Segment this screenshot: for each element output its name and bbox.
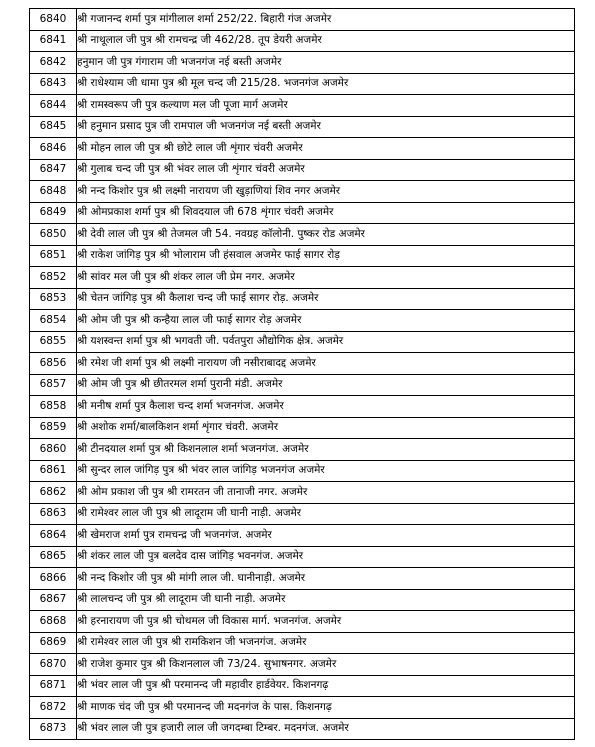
entry-text: श्री सुन्दर लाल जांगिड़ पुत्र श्री भंवर लाल जांगिड़ भजनगंज अजमेर — [77, 460, 575, 482]
table-row — [30, 697, 575, 719]
entry-text: श्री सांवर मल जी पुत्र श्री शंकर लाल जी प्रेम नगर. अजमेर — [77, 267, 575, 289]
table-row — [30, 589, 575, 611]
entry-text: श्री राजेश कुमार पुत्र श्री किशनलाल जी 73/24. सुभाषनगर. अजमेर — [77, 654, 575, 676]
entry-text: श्री मनीष शर्मा पुत्र कैलाश चन्द शर्मा भजनगंज. अजमेर — [77, 396, 575, 418]
table-row — [30, 52, 575, 74]
serial-number: 6870 — [30, 654, 77, 676]
table-row — [30, 116, 575, 138]
table-row — [30, 267, 575, 289]
table-row — [30, 460, 575, 482]
table-row — [30, 331, 575, 353]
serial-number: 6842 — [30, 52, 77, 74]
serial-number: 6845 — [30, 116, 77, 138]
serial-number: 6867 — [30, 589, 77, 611]
entry-text: श्री नाथूलाल जी पुत्र श्री रामचन्द्र जी 462/28. तूप डेयरी अजमेर — [77, 30, 575, 52]
table-row — [30, 568, 575, 590]
table-row — [30, 95, 575, 117]
entries-table — [29, 8, 575, 740]
table-row — [30, 439, 575, 461]
entry-text: श्री रामेश्वर लाल जी पुत्र श्री रामकिशन जी भजनगंज. अजमेर — [77, 632, 575, 654]
table-row — [30, 224, 575, 246]
table-row — [30, 73, 575, 95]
table-row — [30, 288, 575, 310]
entry-text: श्री खेमराज शर्मा पुत्र रामचन्द्र जी भजनगंज. अजमेर — [77, 525, 575, 547]
serial-number: 6853 — [30, 288, 77, 310]
entry-text: श्री नन्द किशोर जी पुत्र श्री मांगी लाल जी. घानीनाड़ी. अजमेर — [77, 568, 575, 590]
entry-text: श्री राकेश जांगिड़ पुत्र श्री भोलाराम जी हंसवाल अजमेर फाई सागर रोड़ — [77, 245, 575, 267]
serial-number: 6841 — [30, 30, 77, 52]
serial-number: 6868 — [30, 611, 77, 633]
table-row — [30, 310, 575, 332]
serial-number: 6859 — [30, 417, 77, 439]
entries-body — [30, 9, 575, 740]
serial-number: 6846 — [30, 138, 77, 160]
table-row — [30, 632, 575, 654]
serial-number: 6840 — [30, 9, 77, 31]
serial-number: 6866 — [30, 568, 77, 590]
serial-number: 6843 — [30, 73, 77, 95]
entry-text: श्री लालचन्द जी पुत्र श्री लादूराम जी घानी नाड़ी. अजमेर — [77, 589, 575, 611]
entry-text: श्री रामस्वरूप जी पुत्र कल्याण मल जी पूजा मार्ग अजमेर — [77, 95, 575, 117]
table-row — [30, 654, 575, 676]
serial-number: 6856 — [30, 353, 77, 375]
entry-text: श्री टीनदयाल शर्मा पुत्र श्री किशनलाल शर्मा भजनगंज. अजमेर — [77, 439, 575, 461]
table-row — [30, 159, 575, 181]
table-row — [30, 9, 575, 31]
serial-number: 6871 — [30, 675, 77, 697]
serial-number: 6847 — [30, 159, 77, 181]
entry-text: श्री देवी लाल जी पुत्र श्री तेजमल जी 54. नवग्रह कॉलोनी. पुष्कर रोड अजमेर — [77, 224, 575, 246]
entry-text: श्री चेतन जांगिड़ पुत्र श्री कैलाश चन्द जी फाई सागर रोड़. अजमेर — [77, 288, 575, 310]
table-row — [30, 503, 575, 525]
table-row — [30, 353, 575, 375]
entry-text: श्री मोहन लाल जी पुत्र श्री छोटे लाल जी शृंगार चंवरी अजमेर — [77, 138, 575, 160]
serial-number: 6855 — [30, 331, 77, 353]
serial-number: 6863 — [30, 503, 77, 525]
entry-text: श्री ओम जी पुत्र श्री कन्हैया लाल जी फाई सागर रोड़ अजमेर — [77, 310, 575, 332]
table-row — [30, 718, 575, 740]
table-row — [30, 611, 575, 633]
serial-number: 6851 — [30, 245, 77, 267]
entry-text: श्री ओमप्रकाश शर्मा पुत्र श्री शिवदयाल जी 678 शृंगार चंवरी अजमेर — [77, 202, 575, 224]
entry-text: श्री नन्द किशोर पुत्र श्री लक्ष्मी नारायण जी खुड़ाणियां शिव नगर अजमेर — [77, 181, 575, 203]
serial-number: 6869 — [30, 632, 77, 654]
table-row — [30, 374, 575, 396]
entry-text: श्री माणक चंद जी पुत्र श्री परमानन्द जी मदनगंज के पास. किशनगढ़ — [77, 697, 575, 719]
entry-text: श्री ओम प्रकाश जी पुत्र श्री रामरतन जी तानाजी नगर. अजमेर — [77, 482, 575, 504]
table-row — [30, 525, 575, 547]
entry-text: श्री शंकर लाल जी पुत्र बलदेव दास जांगिड़ भवनगंज. अजमेर — [77, 546, 575, 568]
entry-text: श्री अशोक शर्मा/बालकिशन शर्मा शृंगार चंवरी. अजमेर — [77, 417, 575, 439]
serial-number: 6850 — [30, 224, 77, 246]
table-row — [30, 396, 575, 418]
serial-number: 6860 — [30, 439, 77, 461]
entry-text: श्री भंवर लाल जी पुत्र श्री परमानन्द जी महावीर हार्डवेयर. किशनगढ़ — [77, 675, 575, 697]
table-row — [30, 181, 575, 203]
serial-number: 6858 — [30, 396, 77, 418]
entry-text: श्री भंवर लाल जी पुत्र हजारी लाल जी जगदम्बा टिम्बर. मदनगंज. अजमेर — [77, 718, 575, 740]
serial-number: 6844 — [30, 95, 77, 117]
entry-text: श्री रमेश जी शर्मा पुत्र श्री लक्ष्मी नारायण जी नसीराबादद्द अजमेर — [77, 353, 575, 375]
table-row — [30, 30, 575, 52]
table-row — [30, 417, 575, 439]
entry-text: श्री गजानन्द शर्मा पुत्र मांगीलाल शर्मा 252/22. बिहारी गंज अजमेर — [77, 9, 575, 31]
serial-number: 6848 — [30, 181, 77, 203]
serial-number: 6849 — [30, 202, 77, 224]
table-row — [30, 245, 575, 267]
serial-number: 6873 — [30, 718, 77, 740]
table-row — [30, 546, 575, 568]
table-row — [30, 482, 575, 504]
serial-number: 6864 — [30, 525, 77, 547]
serial-number: 6865 — [30, 546, 77, 568]
serial-number: 6852 — [30, 267, 77, 289]
serial-number: 6861 — [30, 460, 77, 482]
serial-number: 6872 — [30, 697, 77, 719]
entry-text: श्री गुलाब चन्द जी पुत्र श्री भंवर लाल जी शृंगार चंवरी अजमेर — [77, 159, 575, 181]
entry-text: हनुमान जी पुत्र गंगाराम जी भजनगंज नई बस्ती अजमेर — [77, 52, 575, 74]
table-row — [30, 675, 575, 697]
entry-text: श्री ओम जी पुत्र श्री छीतरमल शर्मा पुरानी मंडी. अजमेर — [77, 374, 575, 396]
table-row — [30, 202, 575, 224]
voter-list-sheet — [29, 8, 575, 740]
entry-text: श्री हनुमान प्रसाद पुत्र जी रामपाल जी भजनगंज नई बस्ती अजमेर — [77, 116, 575, 138]
serial-number: 6857 — [30, 374, 77, 396]
entry-text: श्री हरनारायण जी पुत्र श्री चोथमल जी विकास मार्ग. भजनगंज. अजमेर — [77, 611, 575, 633]
entry-text: श्री राधेश्याम जी धामा पुत्र श्री मूल चन्द जी 215/28. भजनगंज अजमेर — [77, 73, 575, 95]
entry-text: श्री रामेश्वर लाल जी पुत्र श्री लादूराम जी घानी नाड़ी. अजमेर — [77, 503, 575, 525]
entry-text: श्री यशस्वन्त शर्मा पुत्र श्री भगवती जी. पर्वतपुरा औद्योगिक क्षेत्र. अजमेर — [77, 331, 575, 353]
table-row — [30, 138, 575, 160]
serial-number: 6854 — [30, 310, 77, 332]
serial-number: 6862 — [30, 482, 77, 504]
